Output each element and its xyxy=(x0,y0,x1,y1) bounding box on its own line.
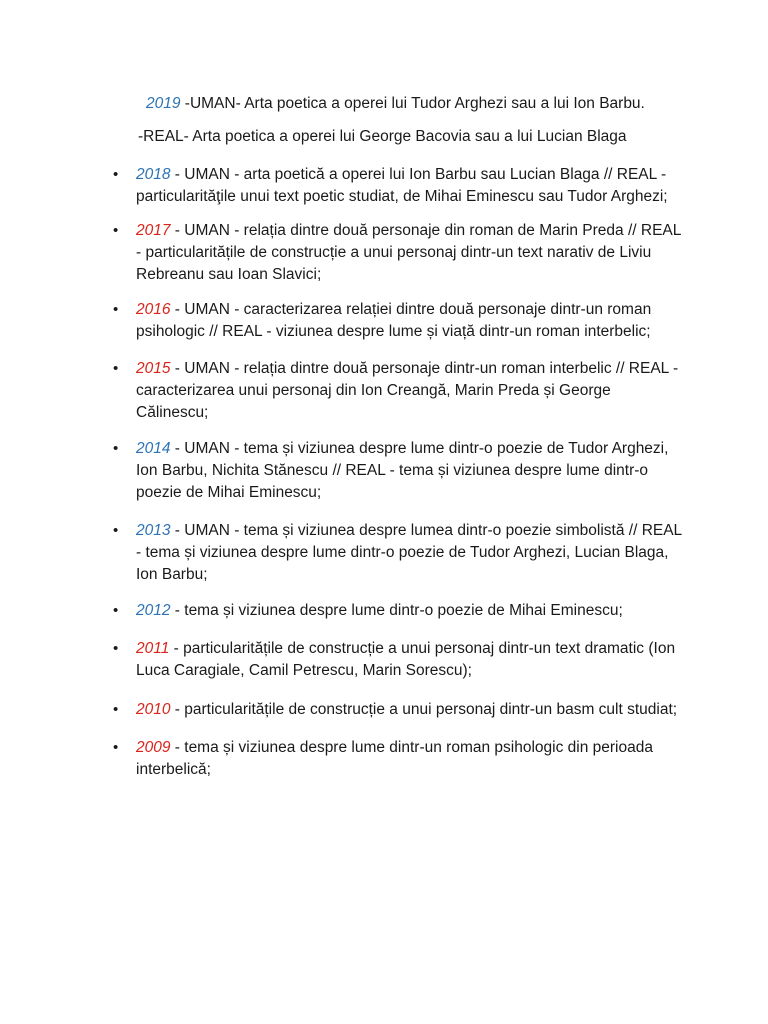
list-item xyxy=(0,220,768,286)
bullet-icon: • xyxy=(113,440,119,457)
bullet-icon: • xyxy=(113,222,119,239)
bullet-icon: • xyxy=(113,701,119,718)
item-year: 2017 xyxy=(136,222,171,239)
list-item xyxy=(0,638,768,682)
item-text: - UMAN - tema și viziunea despre lume dintr-o poezie de Tudor Arghezi, Ion Barbu, Nichita Stănescu // REAL - tema și viziunea despre lume dintr-o poezie de Mihai Eminescu; xyxy=(136,440,669,501)
item-text: - tema și viziunea despre lume dintr-un roman psihologic din perioada interbelică; xyxy=(136,739,653,778)
bullet-icon: • xyxy=(113,602,119,619)
list-item xyxy=(0,699,768,721)
item-year: 2011 xyxy=(136,640,170,657)
list-item xyxy=(0,438,768,504)
bullet-icon: • xyxy=(113,166,119,183)
item-text: - UMAN - relația dintre două personaje dintr-un roman interbelic // REAL - caracterizarea unui personaj din Ion Creangă, Marin Preda și George Călinescu; xyxy=(136,360,679,421)
bullet-icon: • xyxy=(113,522,119,539)
item-text: - tema și viziunea despre lume dintr-o poezie de Mihai Eminescu; xyxy=(170,602,623,619)
item-year: 2015 xyxy=(136,360,171,377)
item-year: 2016 xyxy=(136,301,171,318)
bullet-icon: • xyxy=(113,301,119,318)
item-text: - UMAN - caracterizarea relației dintre două personaje dintr-un roman psihologic // REAL - viziunea despre lume și viață dintr-un roman interbelic; xyxy=(136,301,652,340)
intro-uman-text: -UMAN- Arta poetica a operei lui Tudor Arghezi sau a lui Ion Barbu. xyxy=(180,95,645,112)
item-text: - particularitățile de construcție a unui personaj dintr-un basm cult studiat; xyxy=(170,701,678,718)
list-item xyxy=(0,358,768,424)
item-text: - UMAN - tema și viziunea despre lumea dintr-o poezie simbolistă // REAL - tema și viziunea despre lume dintr-o poezie de Tudor Arghezi, Lucian Blaga, Ion Barbu; xyxy=(136,522,682,583)
list-item xyxy=(0,520,768,586)
item-year: 2012 xyxy=(136,602,171,619)
list-item xyxy=(0,164,768,208)
bullet-icon: • xyxy=(113,640,119,657)
bullet-icon: • xyxy=(113,739,119,756)
intro-real-line: -REAL- Arta poetica a operei lui George Bacovia sau a lui Lucian Blaga xyxy=(138,128,627,145)
item-text: - UMAN - relația dintre două personaje din roman de Marin Preda // REAL - particularitățile de construcție a unui personaj dintr-un text narativ de Liviu Rebreanu sau Ioan Slavici; xyxy=(136,222,681,283)
exam-topics-list xyxy=(0,164,768,796)
item-text: - UMAN - arta poetică a operei lui Ion Barbu sau Lucian Blaga // REAL - particularităţile unui text poetic studiat, de Mihai Eminescu sau Tudor Arghezi; xyxy=(136,166,668,205)
intro-year: 2019 xyxy=(146,95,181,112)
bullet-icon: • xyxy=(113,360,119,377)
item-text: - particularitățile de construcție a unui personaj dintr-un text dramatic (Ion Luca Caragiale, Camil Petrescu, Marin Sorescu); xyxy=(136,640,676,679)
list-item xyxy=(0,600,768,622)
item-year: 2018 xyxy=(136,166,171,183)
item-year: 2010 xyxy=(136,701,171,718)
intro-uman-line xyxy=(146,95,645,113)
item-year: 2009 xyxy=(136,739,171,756)
list-item xyxy=(0,737,768,781)
item-year: 2013 xyxy=(136,522,171,539)
item-year: 2014 xyxy=(136,440,171,457)
list-item xyxy=(0,299,768,343)
